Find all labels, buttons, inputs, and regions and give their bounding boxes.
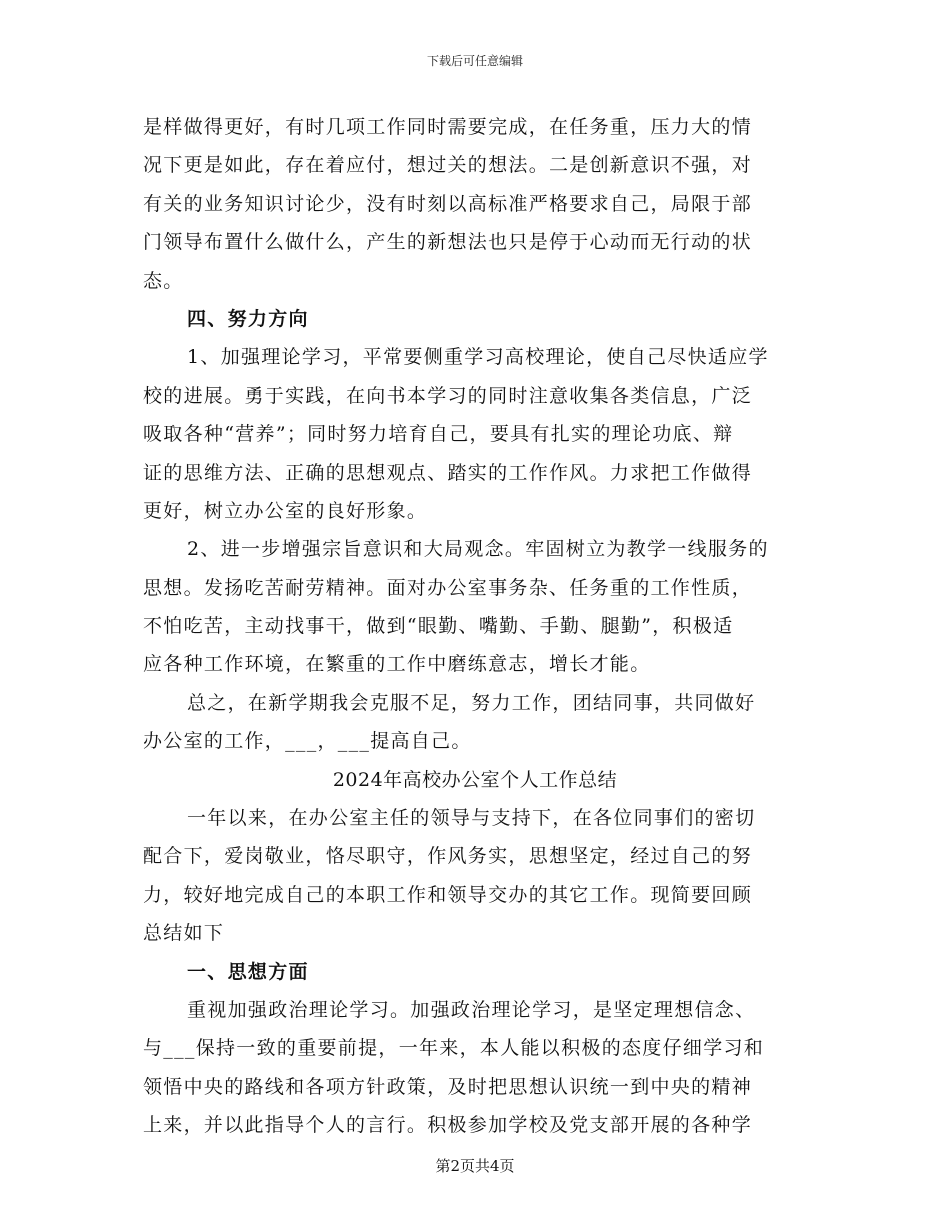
section-heading: 一、思想方面 — [187, 960, 309, 983]
text-line: 是样做得更好，有时几项工作同时需要完成，在任务重，压力大的情 — [143, 116, 753, 138]
text-line: 态。 — [143, 269, 184, 292]
text-line: 吸取各种“营养”；同时努力培育自己，要具有扎实的理论功底、辩 — [143, 423, 734, 446]
text-line: 配合下，爱岗敬业，恪尽职守，作风务实，思想坚定，经过自己的努 — [143, 845, 753, 868]
text-line: 上来，并以此指导个人的言行。积极参加学校及党支部开展的各种学 — [143, 1114, 753, 1137]
document-title: 2024年高校办公室个人工作总结 — [332, 768, 618, 791]
text-line: 门领导布置什么做什么，产生的新想法也只是停于心动而无行动的状 — [143, 231, 753, 254]
text-line: 应各种工作环境，在繁重的工作中磨练意志，增长才能。 — [143, 653, 651, 676]
text-line: 总结如下 — [143, 922, 225, 945]
text-line: 证的思维方法、正确的思想观点、踏实的工作作风。力求把工作做得 — [143, 461, 753, 484]
text-line: 一年以来，在办公室主任的领导与支持下，在各位同事们的密切 — [187, 807, 756, 830]
page-header: 下载后可任意编辑 — [426, 54, 523, 68]
text-line: 重视加强政治理论学习。加强政治理论学习，是坚定理想信念、 — [187, 998, 756, 1021]
text-line: 校的进展。勇于实践，在向书本学习的同时注意收集各类信息，广泛 — [143, 384, 753, 407]
text-line: 与___保持一致的重要前提，一年来，本人能以积极的态度仔细学习和 — [143, 1037, 765, 1060]
text-line: 思想。发扬吃苦耐劳精神。面对办公室事务杂、任务重的工作性质， — [143, 576, 753, 599]
page-footer: 第2页共4页 — [435, 1157, 515, 1175]
text-line: 领悟中央的路线和各项方针政策，及时把思想认识统一到中央的精神 — [143, 1075, 753, 1098]
text-line: 1、加强理论学习，平常要侧重学习高校理论，使自己尽快适应学 — [187, 346, 769, 369]
text-line: 有关的业务知识讨论少，没有时刻以高标准严格要求自己，局限于部 — [143, 192, 753, 215]
text-line: 不怕吃苦，主动找事干，做到“眼勤、嘴勤、手勤、腿勤”，积极适 — [143, 615, 734, 638]
section-heading: 四、努力方向 — [187, 307, 309, 330]
document-body — [143, 108, 807, 1145]
text-line: 更好，树立办公室的良好形象。 — [143, 499, 428, 522]
text-line: 2、进一步增强宗旨意识和大局观念。牢固树立为教学一线服务的 — [187, 538, 769, 561]
text-line: 况下更是如此，存在着应付，想过关的想法。二是创新意识不强，对 — [143, 154, 753, 177]
text-line: 总之，在新学期我会克服不足，努力工作，团结同事，共同做好 — [187, 691, 756, 714]
text-line: 力，较好地完成自己的本职工作和领导交办的其它工作。现简要回顾 — [143, 883, 753, 906]
text-line: 办公室的工作，___，___提高自己。 — [143, 730, 472, 753]
